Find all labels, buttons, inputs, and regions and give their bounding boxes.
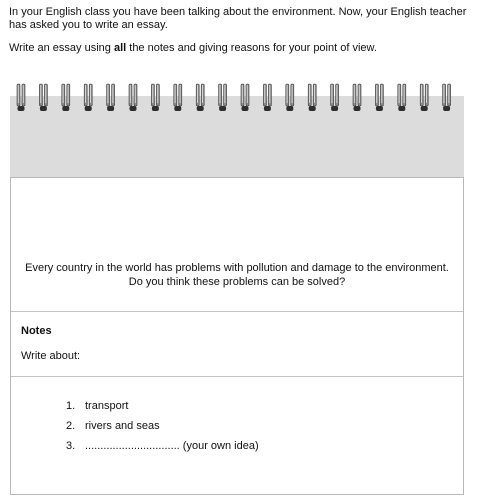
binding-ring: [331, 84, 339, 111]
notes-instruction: Write about:: [21, 350, 81, 362]
task-intro: [9, 6, 485, 55]
binding-ring: [420, 84, 428, 111]
binding-ring: [174, 84, 182, 111]
instruction-text-end: the notes and giving reasons for your point of view.: [126, 42, 377, 54]
notebook-illustration: [10, 82, 464, 494]
binding-ring: [353, 84, 361, 111]
list-item-number: 2.: [66, 420, 76, 432]
binding-ring: [219, 84, 227, 111]
binding-ring: [263, 84, 271, 111]
list-item: [66, 439, 259, 459]
list-item: [66, 419, 259, 439]
binding-ring: [62, 84, 70, 111]
binding-ring: [151, 84, 159, 111]
binding-ring: [375, 84, 383, 111]
binding-ring: [196, 84, 204, 111]
notebook-page: [10, 177, 464, 495]
list-item-text: transport: [85, 400, 129, 412]
instruction-emphasis: all: [113, 42, 127, 54]
list-item: [66, 399, 259, 419]
intro-paragraph: In your English class you have been talking about the environment. Now, your English teacher has asked you to write an essay.: [9, 6, 467, 31]
binding-ring: [129, 84, 137, 111]
list-item-number: 1.: [66, 400, 76, 412]
list-item-text: rivers and seas: [85, 420, 160, 432]
divider: [11, 311, 463, 312]
binding-ring: [286, 84, 294, 111]
prompt-line-2: Do you think these problems can be solved?: [128, 276, 346, 288]
list-item-number: 3.: [66, 440, 76, 452]
binding-ring: [39, 84, 47, 111]
notes-heading: Notes: [21, 325, 52, 337]
list-item-text: ............................... (your own idea): [85, 440, 259, 452]
instruction-text-start: Write an essay using: [9, 42, 114, 54]
divider: [11, 376, 463, 377]
essay-prompt: [11, 261, 463, 311]
binding-ring: [84, 84, 92, 111]
binding-ring: [17, 84, 25, 111]
binding-ring: [241, 84, 249, 111]
prompt-line-1: Every country in the world has problems with pollution and damage to the environment.: [25, 262, 449, 274]
instruction-paragraph: [9, 42, 485, 55]
binding-ring: [308, 84, 316, 111]
binding-ring: [398, 84, 406, 111]
binding-ring: [443, 84, 451, 111]
binding-ring: [107, 84, 115, 111]
notes-list: [66, 399, 259, 459]
spiral-binding-icon: [10, 82, 464, 114]
